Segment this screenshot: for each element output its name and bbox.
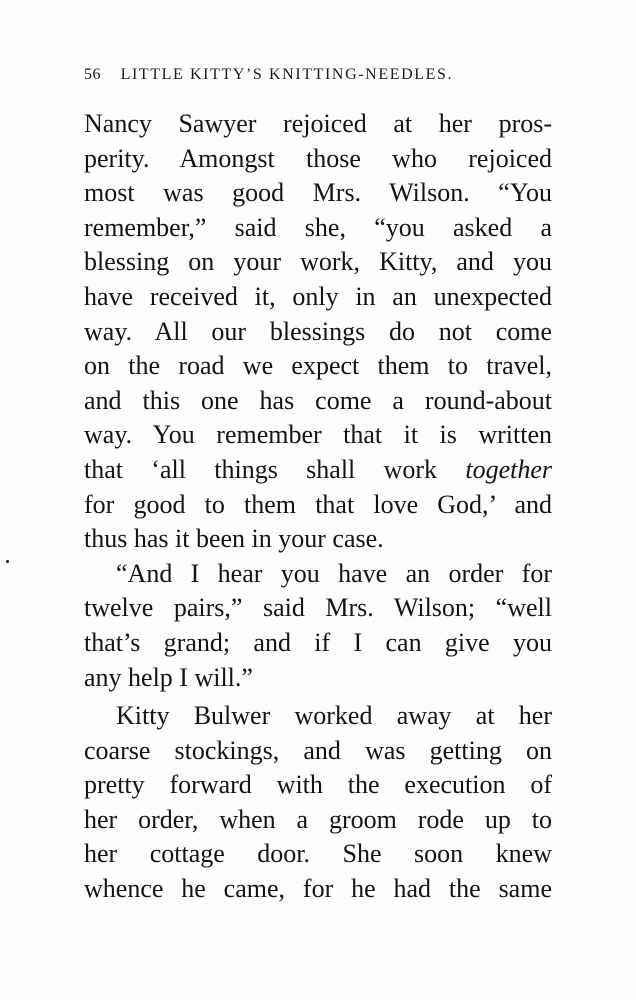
text-line: her cottage door. She soon knew — [84, 839, 552, 869]
italic-word: together — [465, 454, 552, 484]
text-segment: that ‘all things shall work — [84, 454, 466, 484]
text-line: thus has it been in your case. — [84, 524, 384, 554]
text-line: have received it, only in an unexpected — [84, 281, 552, 311]
text-line: most was good Mrs. Wilson. “You — [84, 178, 552, 208]
body-text — [84, 107, 552, 907]
text-line: “And I hear you have an order for — [116, 558, 552, 588]
text-line: any help I will.” — [84, 662, 253, 692]
page-number: 56 — [84, 66, 101, 83]
text-line: on the road we expect them to travel, — [84, 351, 552, 381]
text-line: and this one has come a round-about — [84, 385, 552, 415]
text-line: perity. Amongst those who rejoiced — [84, 143, 552, 173]
running-title: LITTLE KITTY’S KNITTING-NEEDLES. — [120, 66, 454, 83]
text-line: pretty forward with the execution of — [84, 770, 552, 800]
text-line: that’s grand; and if I can give you — [84, 627, 552, 657]
text-line: Nancy Sawyer rejoiced at her pros- — [84, 109, 552, 138]
text-line: way. You remember that it is written — [84, 420, 552, 450]
text-line: Kitty Bulwer worked away at her — [116, 701, 552, 731]
text-line: her order, when a groom rode up to — [84, 804, 552, 834]
text-line: for good to them that love God,’ and — [84, 489, 552, 519]
text-line: whence he came, for he had the same — [84, 874, 552, 904]
text-line: coarse stockings, and was getting on — [84, 735, 552, 765]
running-header — [84, 66, 544, 90]
text-line: twelve pairs,” said Mrs. Wilson; “well — [84, 593, 552, 623]
text-line: way. All our blessings do not come — [84, 316, 552, 346]
text-line: remember,” said she, “you asked a — [84, 212, 552, 242]
margin-speck — [6, 560, 9, 563]
text-line — [84, 453, 552, 488]
text-line: blessing on your work, Kitty, and you — [84, 247, 552, 277]
